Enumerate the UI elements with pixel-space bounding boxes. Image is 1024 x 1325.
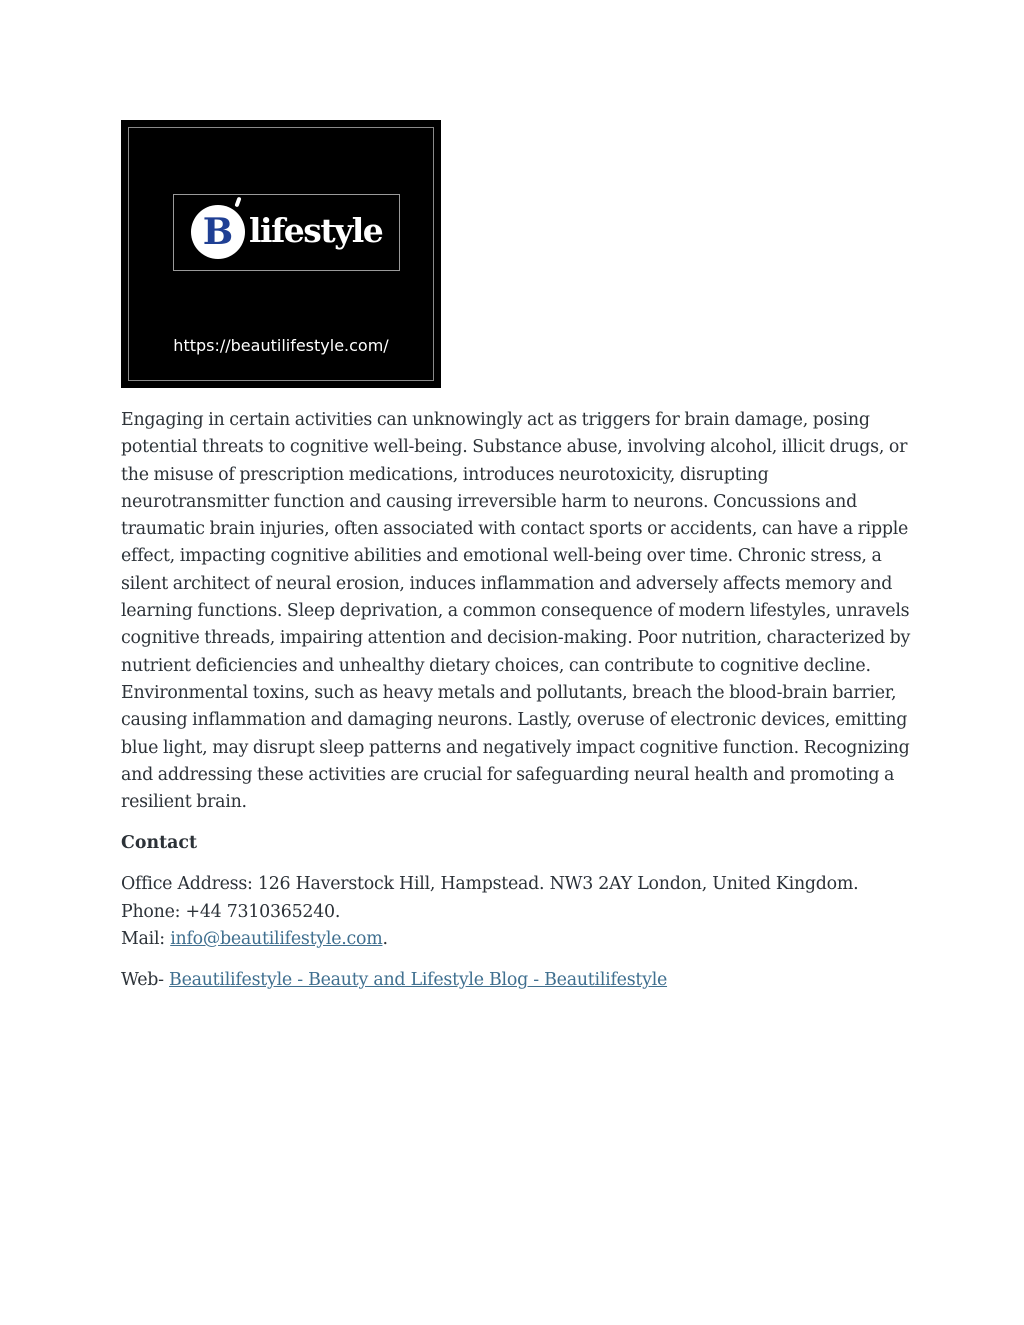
contact-heading: Contact — [121, 833, 198, 854]
mail-line — [121, 926, 911, 953]
website-link[interactable]: Beautilifestyle - Beauty and Lifestyle Blog - Beautilifestyle — [169, 970, 668, 991]
contact-details — [121, 871, 911, 953]
web-label: Web- — [121, 970, 170, 991]
office-address: Office Address: 126 Haverstock Hill, Hampstead. NW3 2AY London, United Kingdom. — [121, 874, 859, 895]
phone-number: Phone: +44 7310365240. — [121, 901, 341, 922]
brand-logo-image — [121, 120, 441, 388]
brand-circle-icon — [191, 205, 245, 259]
web-line — [121, 967, 911, 994]
email-link[interactable]: info@beautilifestyle.com — [170, 929, 383, 950]
document-page — [121, 120, 911, 995]
body-paragraph: Engaging in certain activities can unknowingly act as triggers for brain damage, posing potential threats to cognitive well-being. Substance abuse, involving alcohol, illicit drugs, or the misuse of prescription medications, introduces neurotoxicity, disrupting neurotransmitter function and causing irreversible harm to neurons. Concussions and traumatic brain injuries, often associated with contact sports or accidents, can have a ripple effect, impacting cognitive abilities and emotional well-being over time. Chronic stress, a silent architect of neural erosion, induces inflammation and adversely affects memory and learning functions. Sleep deprivation, a common consequence of modern lifestyles, unravels cognitive threads, impairing attention and decision-making. Poor nutrition, characterized by nutrient deficiencies and unhealthy dietary choices, can contribute to cognitive decline. Environmental toxins, such as heavy metals and pollutants, breach the blood-brain barrier, causing inflammation and damaging neurons. Lastly, overuse of electronic devices, emitting blue light, may disrupt sleep patterns and negatively impact cognitive function. Recognizing and addressing these activities are crucial for safeguarding neural health and promoting a resilient brain. — [121, 410, 911, 813]
mail-suffix: . — [382, 929, 388, 950]
logo-url-text: https://beautilifestyle.com/ — [173, 336, 389, 355]
brand-mark — [173, 194, 400, 271]
brand-letter: B — [202, 211, 234, 253]
mail-label: Mail: — [121, 929, 171, 950]
brand-accent-mark — [234, 197, 241, 208]
brand-wordmark: lifestyle — [249, 211, 383, 250]
